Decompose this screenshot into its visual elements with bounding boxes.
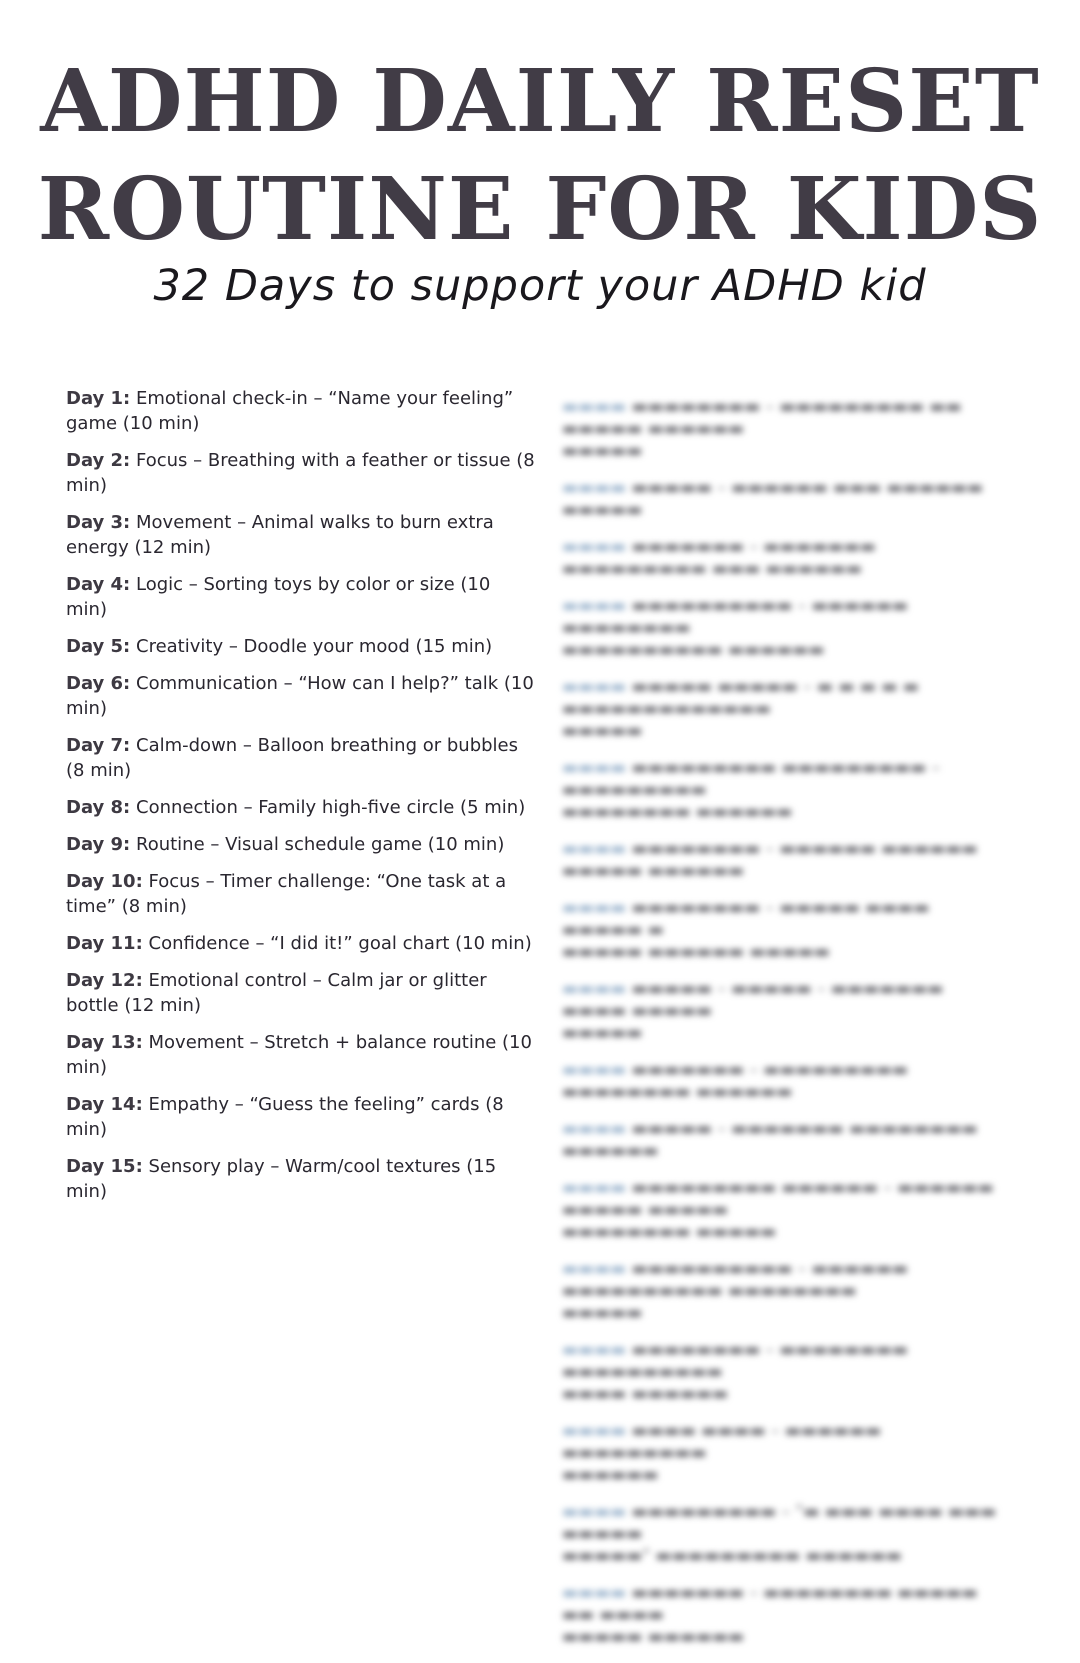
blurred-list-item: ▬▬▬▬ ▬▬▬▬▬ ▬▬▬▬▬ – ▬ ▬ ▬ ▬ ▬ ▬▬▬▬▬▬▬▬▬▬▬▬▬ ▬▬▬▬▬ (562, 677, 919, 741)
list-item-day-2 (66, 448, 536, 498)
day-label: Day 13: (66, 1032, 143, 1053)
list-item-day-5 (66, 634, 536, 659)
day-label: Day 15: (66, 1156, 143, 1177)
day-activity: Emotional check-in – “Name your feeling” game (10 min) (66, 388, 514, 434)
day-label: Day 14: (66, 1094, 143, 1115)
day-label: Day 11: (66, 933, 143, 954)
blurred-list-item: ▬▬▬▬ ▬▬▬▬▬ – ▬▬▬▬▬ – ▬▬▬▬▬▬▬ ▬▬▬▬ ▬▬▬▬▬ ▬▬▬▬▬ (562, 979, 944, 1043)
day-activity: Movement – Animal walks to burn extra energy (12 min) (66, 512, 494, 558)
blurred-list-item: ▬▬▬▬ ▬▬▬▬▬ – ▬▬▬▬▬▬▬ ▬▬▬▬▬▬▬▬ ▬▬▬▬▬▬ (562, 1119, 978, 1161)
day-activity: Emotional control – Calm jar or glitter bottle (12 min) (66, 970, 487, 1016)
blurred-list-item: ▬▬▬▬ ▬▬▬▬▬▬▬▬▬ ▬▬▬▬▬▬▬▬▬ – ▬▬▬▬▬▬▬▬▬ ▬▬▬▬▬▬▬▬ ▬▬▬▬▬▬ (562, 758, 941, 822)
day-label: Day 3: (66, 512, 131, 533)
blurred-list-item: ▬▬▬▬ ▬▬▬▬▬▬▬▬ – ▬▬▬▬▬▬ ▬▬▬▬▬▬ ▬▬▬▬▬ ▬▬▬▬▬▬ (562, 839, 978, 881)
blurred-day-list (562, 396, 1002, 1663)
list-item-day-14 (66, 1092, 536, 1142)
day-list (66, 386, 536, 1216)
day-label: Day 7: (66, 735, 131, 756)
day-label: Day 2: (66, 450, 131, 471)
day-label: Day 1: (66, 388, 131, 409)
day-activity: Sensory play – Warm/cool textures (15 min) (66, 1156, 497, 1202)
list-item-day-13 (66, 1030, 536, 1080)
blurred-list-item: ▬▬▬▬ ▬▬▬▬▬▬▬▬▬ ▬▬▬▬▬▬ – ▬▬▬▬▬▬ ▬▬▬▬▬ ▬▬▬▬▬ ▬▬▬▬▬▬▬▬ ▬▬▬▬▬ (562, 1178, 994, 1242)
day-label: Day 10: (66, 871, 143, 892)
day-activity: Creativity – Doodle your mood (15 min) (136, 636, 493, 657)
page-subtitle: 32 Days to support your ADHD kid (153, 261, 927, 311)
list-item-day-1 (66, 386, 536, 436)
day-activity: Confidence – “I did it!” goal chart (10 min) (148, 933, 532, 954)
blurred-list-item: ▬▬▬▬ ▬▬▬▬▬▬▬▬ – ▬▬▬▬▬ ▬▬▬▬ ▬▬▬▬▬ ▬ ▬▬▬▬▬ ▬▬▬▬▬▬ ▬▬▬▬▬ (562, 898, 930, 962)
page-title-line-2: ROUTINE FOR KIDS (37, 159, 1043, 260)
day-activity: Communication – “How can I help?” talk (10 min) (66, 673, 534, 719)
day-activity: Focus – Breathing with a feather or tissue (8 min) (66, 450, 535, 496)
list-item-day-10 (66, 869, 536, 919)
day-activity: Connection – Family high-five circle (5 min) (136, 797, 526, 818)
page-title-line-1: ADHD DAILY RESET (40, 51, 1040, 152)
day-activity: Focus – Timer challenge: “One task at a time” (8 min) (66, 871, 507, 917)
list-item-day-6 (66, 671, 536, 721)
blurred-list-item: ▬▬▬▬ ▬▬▬▬▬▬▬▬▬▬ – ▬▬▬▬▬▬ ▬▬▬▬▬▬▬▬▬▬ ▬▬▬▬▬▬▬▬ ▬▬▬▬▬ (562, 1259, 908, 1323)
list-item-day-12 (66, 968, 536, 1018)
day-activity: Calm-down – Balloon breathing or bubbles (8 min) (66, 735, 519, 781)
list-item-day-15 (66, 1154, 536, 1204)
day-label: Day 4: (66, 574, 131, 595)
day-label: Day 6: (66, 673, 131, 694)
blurred-list-item: ▬▬▬▬ ▬▬▬▬▬ – ▬▬▬▬▬▬ ▬▬▬ ▬▬▬▬▬▬ ▬▬▬▬▬ (562, 478, 984, 520)
blurred-list-item: ▬▬▬▬ ▬▬▬▬▬▬▬▬▬ – "▬ ▬▬▬ ▬▬▬▬ ▬▬▬ ▬▬▬▬▬ ▬▬▬▬▬" ▬▬▬▬▬▬▬▬▬ ▬▬▬▬▬▬ (562, 1502, 997, 1566)
day-label: Day 12: (66, 970, 143, 991)
list-item-day-4 (66, 572, 536, 622)
day-label: Day 8: (66, 797, 131, 818)
list-item-day-8 (66, 795, 536, 820)
blurred-list-item: ▬▬▬▬ ▬▬▬▬▬▬▬▬ – ▬▬▬▬▬▬▬▬▬ ▬▬ ▬▬▬▬▬ ▬▬▬▬▬▬ ▬▬▬▬▬ (562, 397, 962, 461)
day-activity: Empathy – “Guess the feeling” cards (8 min) (66, 1094, 504, 1140)
day-activity: Movement – Stretch + balance routine (10 min) (66, 1032, 532, 1078)
blurred-list-item: ▬▬▬▬ ▬▬▬▬▬▬▬ – ▬▬▬▬▬▬▬ ▬▬▬▬▬▬▬▬▬ ▬▬▬ ▬▬▬▬▬▬ (562, 537, 876, 579)
list-item-day-7 (66, 733, 536, 783)
list-item-day-3 (66, 510, 536, 560)
blurred-list-item: ▬▬▬▬ ▬▬▬▬▬▬▬▬ – ▬▬▬▬▬▬▬▬ ▬▬▬▬▬▬▬▬▬▬ ▬▬▬▬ ▬▬▬▬▬▬ (562, 1340, 908, 1404)
day-label: Day 9: (66, 834, 131, 855)
day-activity: Routine – Visual schedule game (10 min) (136, 834, 505, 855)
blurred-list-item: ▬▬▬▬ ▬▬▬▬▬▬▬ – ▬▬▬▬▬▬▬▬ ▬▬▬▬▬ ▬▬ ▬▬▬▬ ▬▬▬▬▬ ▬▬▬▬▬▬ (562, 1583, 978, 1647)
day-label: Day 5: (66, 636, 131, 657)
list-item-day-9 (66, 832, 536, 857)
day-activity: Logic – Sorting toys by color or size (10 min) (66, 574, 491, 620)
blurred-list-item: ▬▬▬▬ ▬▬▬▬▬▬▬▬▬▬ – ▬▬▬▬▬▬ ▬▬▬▬▬▬▬▬ ▬▬▬▬▬▬▬▬▬▬ ▬▬▬▬▬▬ (562, 596, 908, 660)
blurred-list-item: ▬▬▬▬ ▬▬▬▬▬▬▬ – ▬▬▬▬▬▬▬▬▬ ▬▬▬▬▬▬▬▬ ▬▬▬▬▬▬ (562, 1060, 908, 1102)
blurred-list-item: ▬▬▬▬ ▬▬▬▬ ▬▬▬▬ – ▬▬▬▬▬▬ ▬▬▬▬▬▬▬▬▬ ▬▬▬▬▬▬ (562, 1421, 882, 1485)
list-item-day-11 (66, 931, 536, 956)
